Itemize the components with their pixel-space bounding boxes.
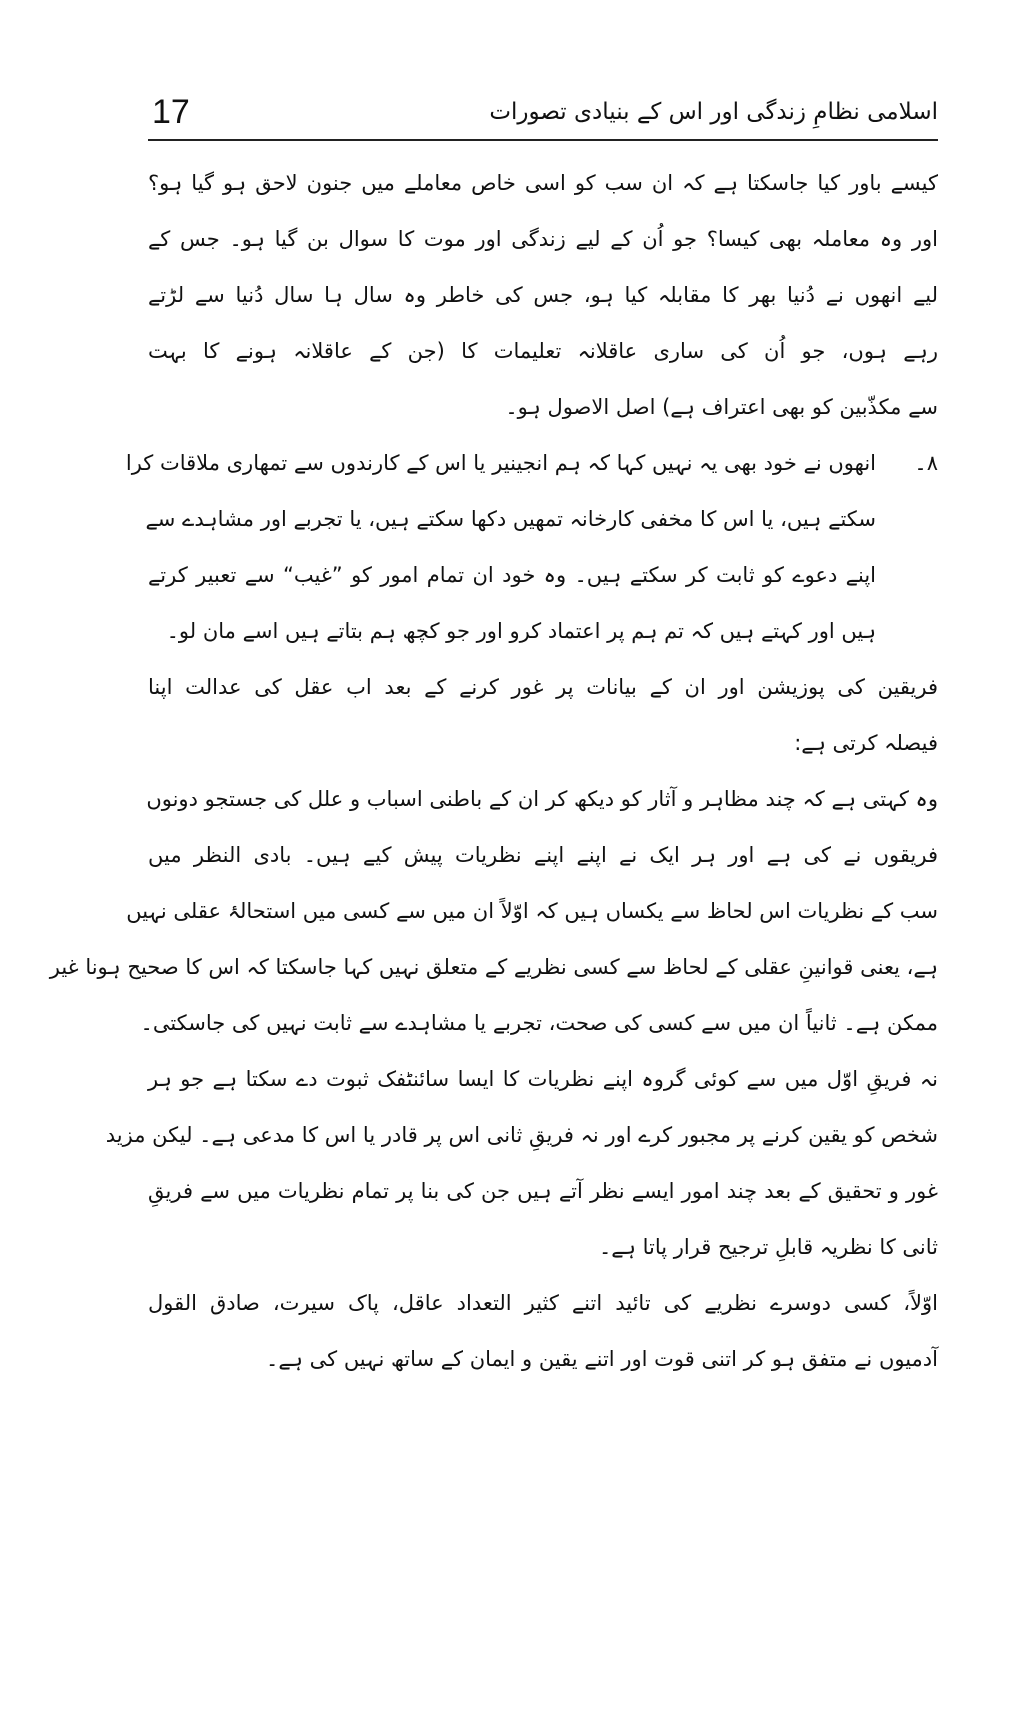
text-line: اور وہ معاملہ بھی کیسا؟ جو اُن کے لیے زندگی اور موت کا سوال بن گیا ہو۔ جس کے — [148, 227, 938, 251]
text-line: کیسے باور کیا جاسکتا ہے کہ ان سب کو اسی خاص معاملے میں جنون لاحق ہو گیا ہو؟ — [148, 171, 938, 195]
paragraph — [148, 659, 938, 771]
text-line: ثانی کا نظریہ قابلِ ترجیح قرار پاتا ہے۔ — [598, 1235, 938, 1259]
text-line: شخص کو یقین کرنے پر مجبور کرے اور نہ فریقِ ثانی اس پر قادر یا اس کا مدعی ہے۔ لیکن مزید — [105, 1123, 938, 1147]
text-line: انھوں نے خود بھی یہ نہیں کہا کہ ہم انجینیر یا اس کے کارندوں سے تمھاری ملاقات کرا — [125, 451, 876, 475]
text-line: نہ فریقِ اوّل میں سے کوئی گروہ اپنے نظریات کا ایسا سائنٹفک ثبوت دے سکتا ہے جو ہر — [148, 1067, 938, 1091]
text-line: فریقوں نے کی ہے اور ہر ایک نے اپنے اپنے نظریات پیش کیے ہیں۔ بادی النظر میں — [148, 843, 938, 867]
item-number: ۸۔ — [914, 451, 938, 475]
text-line: ممکن ہے۔ ثانیاً ان میں سے کسی کی صحت، تجربے یا مشاہدے سے ثابت نہیں کی جاسکتی۔ — [140, 1011, 938, 1035]
text-line: ہیں اور کہتے ہیں کہ تم ہم پر اعتماد کرو اور جو کچھ ہم بتاتے ہیں اسے مان لو۔ — [166, 619, 876, 643]
text-line: وہ کہتی ہے کہ چند مظاہر و آثار کو دیکھ کر ان کے باطنی اسباب و علل کی جستجو دونوں — [146, 787, 938, 811]
numbered-item-text — [125, 435, 938, 659]
numbered-item-8 — [125, 435, 938, 659]
text-line: فریقین کی پوزیشن اور ان کے بیانات پر غور کرنے کے بعد اب عقل کی عدالت اپنا — [148, 675, 938, 699]
page-number: 17 — [152, 93, 190, 131]
page-header — [148, 92, 938, 138]
text-line: فیصلہ کرتی ہے: — [794, 731, 938, 755]
text-line: اوّلاً، کسی دوسرے نظریے کی تائید اتنے کثیر التعداد عاقل، پاک سیرت، صادق القول — [148, 1291, 938, 1315]
paragraph — [148, 1275, 938, 1387]
text-line: سب کے نظریات اس لحاظ سے یکساں ہیں کہ اوّلاً ان میں سے کسی میں استحالۂ عقلی نہیں — [126, 899, 938, 923]
paragraph — [49, 771, 938, 1275]
text-line: غور و تحقیق کے بعد چند امور ایسے نظر آتے ہیں جن کی بنا پر تمام نظریات میں سے فریقِ — [148, 1179, 938, 1203]
body-text — [49, 155, 938, 1387]
running-title: اسلامی نظامِ زندگی اور اس کے بنیادی تصورات — [489, 99, 938, 125]
text-line: سکتے ہیں، یا اس کا مخفی کارخانہ تمھیں دکھا سکتے ہیں، یا تجربے اور مشاہدے سے — [145, 507, 876, 531]
text-line: ہے، یعنی قوانینِ عقلی کے لحاظ سے کسی نظریے کے متعلق نہیں کہا جاسکتا کہ اس کا صحیح ہونا غیر — [49, 955, 938, 979]
text-line: رہے ہوں، جو اُن کی ساری عاقلانہ تعلیمات کا (جن کے عاقلانہ ہونے کا بہت — [148, 339, 938, 363]
text-line: اپنے دعوے کو ثابت کر سکتے ہیں۔ وہ خود ان تمام امور کو ”غیب“ سے تعبیر کرتے — [148, 563, 876, 587]
text-line: سے مکذّبین کو بھی اعتراف ہے) اصل الاصول ہو۔ — [505, 395, 938, 419]
text-line: آدمیوں نے متفق ہو کر اتنی قوت اور اتنے یقین و ایمان کے ساتھ نہیں کی ہے۔ — [266, 1347, 938, 1371]
header-rule — [148, 139, 938, 141]
paragraph-continued — [148, 155, 938, 435]
text-line: لیے انھوں نے دُنیا بھر کا مقابلہ کیا ہو، جس کی خاطر وہ سال ہا سال دُنیا سے لڑتے — [148, 283, 938, 307]
